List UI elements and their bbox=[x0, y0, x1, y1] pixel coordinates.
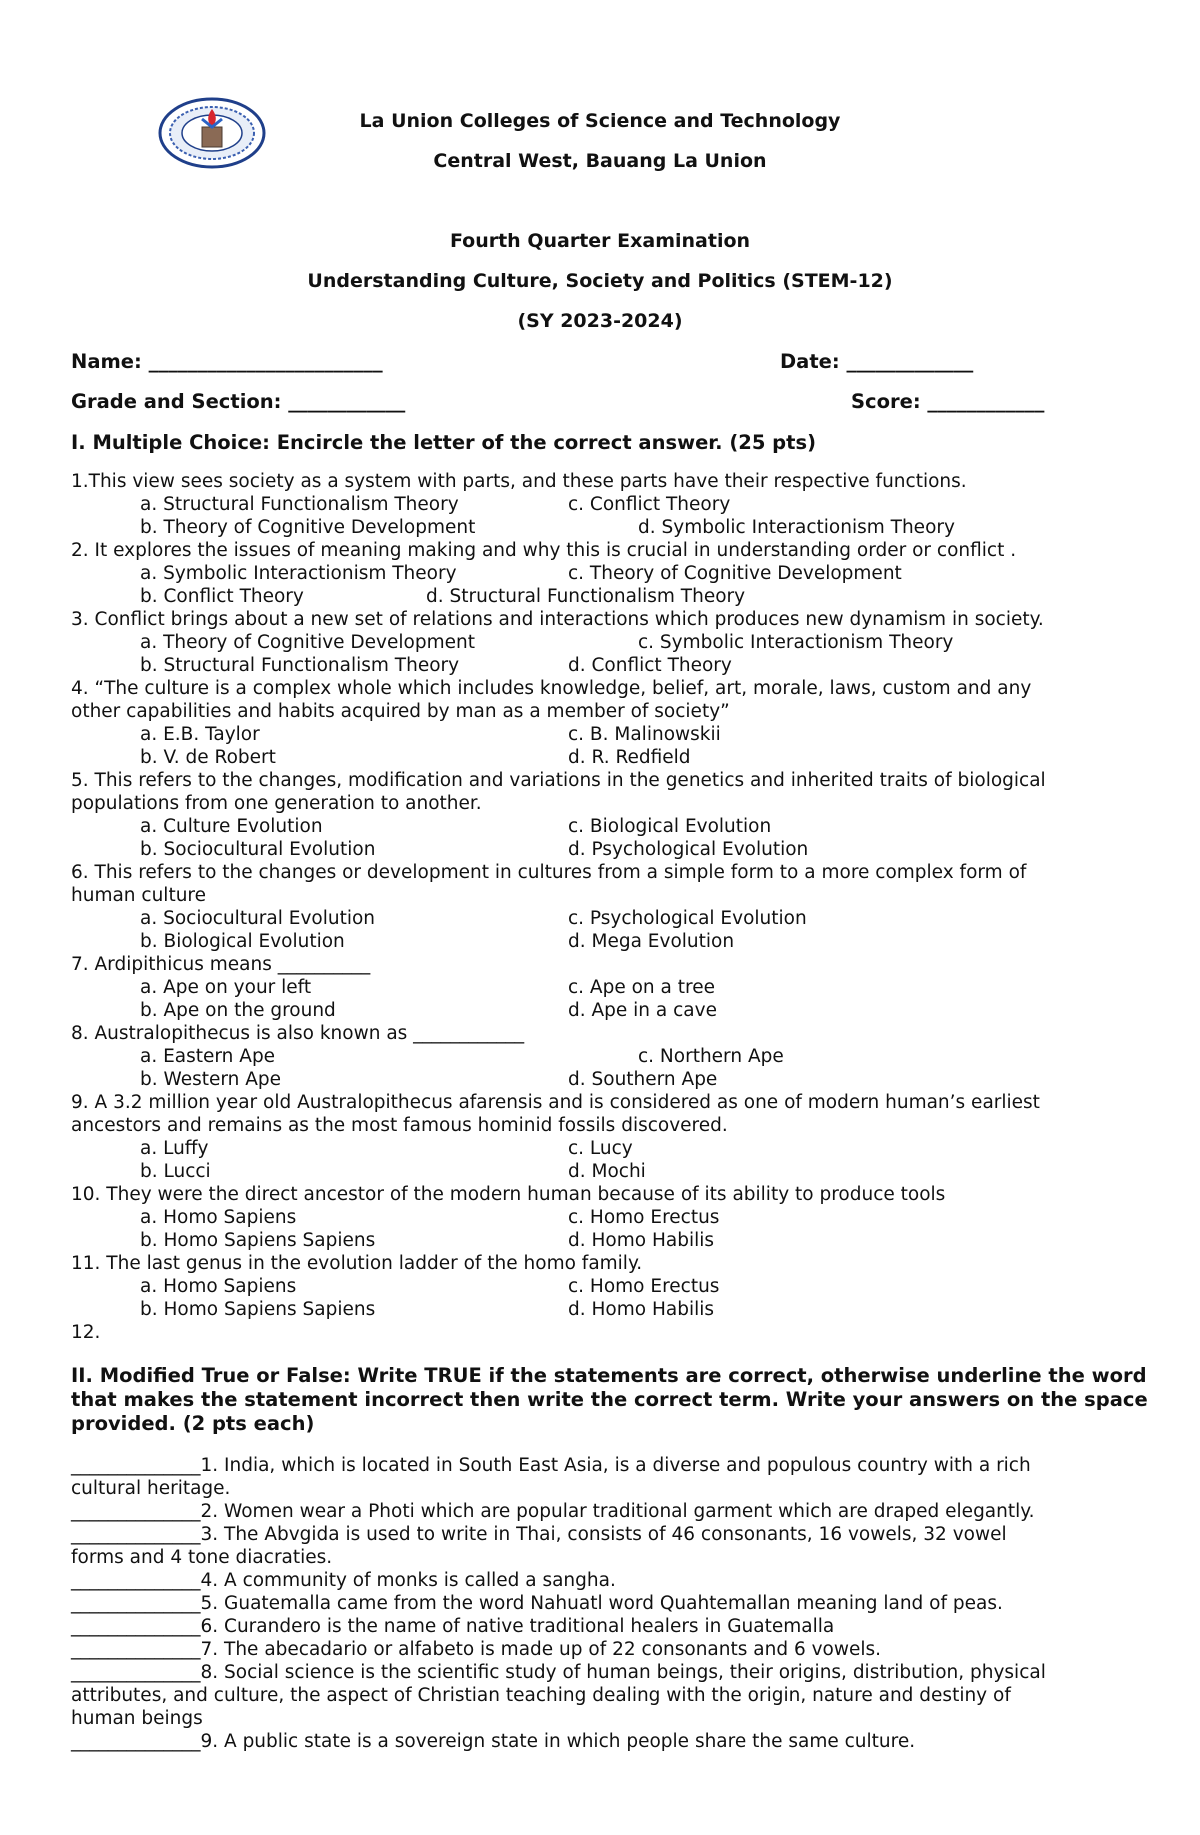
choice[interactable]: d. Southern Ape bbox=[568, 1069, 718, 1090]
choice[interactable]: b. Ape on the ground bbox=[140, 1000, 336, 1021]
question-7: 7. Ardipithicus means __________ bbox=[71, 954, 371, 975]
choice[interactable]: d. Structural Functionalism Theory bbox=[426, 586, 746, 607]
question-8: 8. Australopithecus is also known as ____________ bbox=[71, 1023, 525, 1044]
choice[interactable]: a. Culture Evolution bbox=[140, 816, 323, 837]
choice[interactable]: d. Mega Evolution bbox=[568, 931, 735, 952]
tf-item-5[interactable]: ______________5. Guatemalla came from the word Nahuatl word Quahtemallan meaning land of peas. bbox=[71, 1593, 1003, 1614]
question-5: 5. This refers to the changes, modification and variations in the genetics and inherited traits of biological bbox=[71, 770, 1046, 791]
tf-item-1[interactable]: ______________1. India, which is located in South East Asia, is a diverse and populous country with a rich bbox=[71, 1455, 1031, 1476]
question-12: 12. bbox=[71, 1322, 101, 1343]
choice[interactable]: b. Sociocultural Evolution bbox=[140, 839, 376, 860]
choice[interactable]: b. Western Ape bbox=[140, 1069, 282, 1090]
question-9-cont: ancestors and remains as the most famous hominid fossils discovered. bbox=[71, 1115, 728, 1136]
choice[interactable]: c. Homo Erectus bbox=[568, 1207, 720, 1228]
choice[interactable]: a. Sociocultural Evolution bbox=[140, 908, 376, 929]
choice[interactable]: d. R. Redfield bbox=[568, 747, 691, 768]
school-name: La Union Colleges of Science and Technology bbox=[359, 110, 841, 132]
choice[interactable]: b. Biological Evolution bbox=[140, 931, 345, 952]
choice[interactable]: d. Homo Habilis bbox=[568, 1230, 715, 1251]
question-6-cont: human culture bbox=[71, 885, 207, 906]
question-11: 11. The last genus in the evolution ladder of the homo family. bbox=[71, 1253, 643, 1274]
choice[interactable]: c. Lucy bbox=[568, 1138, 633, 1159]
choice[interactable]: b. Homo Sapiens Sapiens bbox=[140, 1299, 376, 1320]
choice[interactable]: c. Homo Erectus bbox=[568, 1276, 720, 1297]
question-3: 3. Conflict brings about a new set of relations and interactions which produces new dynamism in society. bbox=[71, 609, 1044, 630]
tf-item-4[interactable]: ______________4. A community of monks is called a sangha. bbox=[71, 1570, 616, 1591]
choice[interactable]: b. Conflict Theory bbox=[140, 586, 304, 607]
choice[interactable]: a. E.B. Taylor bbox=[140, 724, 260, 745]
school-address: Central West, Bauang La Union bbox=[433, 150, 767, 172]
question-6: 6. This refers to the changes or development in cultures from a simple form to a more complex form of bbox=[71, 862, 1027, 883]
tf-item-9[interactable]: ______________9. A public state is a sovereign state in which people share the same culture. bbox=[71, 1731, 916, 1752]
tf-item-8[interactable]: ______________8. Social science is the scientific study of human beings, their origins, distribution, physical bbox=[71, 1662, 1046, 1683]
choice[interactable]: c. Biological Evolution bbox=[568, 816, 772, 837]
score-field[interactable]: Score: ____________ bbox=[851, 390, 1045, 413]
grade-section-field[interactable]: Grade and Section: ____________ bbox=[71, 390, 406, 413]
name-field[interactable]: Name: ________________________ bbox=[71, 350, 383, 373]
tf-item-2[interactable]: ______________2. Women wear a Photi which are popular traditional garment which are draped elegantly. bbox=[71, 1501, 1035, 1522]
choice[interactable]: d. Symbolic Interactionism Theory bbox=[638, 517, 955, 538]
choice[interactable]: a. Homo Sapiens bbox=[140, 1207, 297, 1228]
subject-title: Understanding Culture, Society and Politics (STEM-12) bbox=[307, 270, 893, 292]
choice[interactable]: c. Northern Ape bbox=[638, 1046, 784, 1067]
question-1: 1.This view sees society as a system with parts, and these parts have their respective functions. bbox=[71, 471, 967, 492]
tf-item-6[interactable]: ______________6. Curandero is the name of native traditional healers in Guatemalla bbox=[71, 1616, 835, 1637]
choice[interactable]: d. Conflict Theory bbox=[568, 655, 732, 676]
choice[interactable]: b. Lucci bbox=[140, 1161, 211, 1182]
question-4-cont: other capabilities and habits acquired by man as a member of society” bbox=[71, 701, 730, 722]
question-2: 2. It explores the issues of meaning making and why this is crucial in understanding order or conflict . bbox=[71, 540, 1017, 561]
tf-item-8-cont: human beings bbox=[71, 1708, 203, 1729]
question-4: 4. “The culture is a complex whole which includes knowledge, belief, art, morale, laws, custom and any bbox=[71, 678, 1032, 699]
choice[interactable]: a. Luffy bbox=[140, 1138, 209, 1159]
part2-title: II. Modified True or False: Write TRUE if the statements are correct, otherwise underline the word that makes the statement incorrect then write the correct term. Write your answers on the space provided. (2 pts each) bbox=[71, 1364, 1148, 1435]
choice[interactable]: c. Psychological Evolution bbox=[568, 908, 807, 929]
choice[interactable]: a. Ape on your left bbox=[140, 977, 312, 998]
tf-item-1-cont: cultural heritage. bbox=[71, 1478, 231, 1499]
choice[interactable]: b. V. de Robert bbox=[140, 747, 276, 768]
choice[interactable]: d. Homo Habilis bbox=[568, 1299, 715, 1320]
part1-title: I. Multiple Choice: Encircle the letter of the correct answer. (25 pts) bbox=[71, 431, 816, 454]
choice[interactable]: c. Conflict Theory bbox=[568, 494, 731, 515]
choice[interactable]: c. Ape on a tree bbox=[568, 977, 715, 998]
choice[interactable]: c. Symbolic Interactionism Theory bbox=[638, 632, 954, 653]
choice[interactable]: d. Mochi bbox=[568, 1161, 646, 1182]
choice[interactable]: a. Eastern Ape bbox=[140, 1046, 276, 1067]
question-5-cont: populations from one generation to another. bbox=[71, 793, 482, 814]
question-10: 10. They were the direct ancestor of the modern human because of its ability to produce tools bbox=[71, 1184, 946, 1205]
tf-item-3-cont: forms and 4 tone diacraties. bbox=[71, 1547, 333, 1568]
choice[interactable]: c. B. Malinowskii bbox=[568, 724, 721, 745]
choice[interactable]: c. Theory of Cognitive Development bbox=[568, 563, 902, 584]
date-field[interactable]: Date: _____________ bbox=[780, 350, 974, 373]
tf-item-8-cont: attributes, and culture, the aspect of Christian teaching dealing with the origin, nature and destiny of bbox=[71, 1685, 1011, 1706]
choice[interactable]: d. Psychological Evolution bbox=[568, 839, 809, 860]
choice[interactable]: a. Theory of Cognitive Development bbox=[140, 632, 475, 653]
choice[interactable]: a. Structural Functionalism Theory bbox=[140, 494, 459, 515]
question-9: 9. A 3.2 million year old Australopithecus afarensis and is considered as one of modern human’s earliest bbox=[71, 1092, 1040, 1113]
choice[interactable]: b. Theory of Cognitive Development bbox=[140, 517, 476, 538]
tf-item-7[interactable]: ______________7. The abecadario or alfabeto is made up of 22 consonants and 6 vowels. bbox=[71, 1639, 882, 1660]
choice[interactable]: d. Ape in a cave bbox=[568, 1000, 717, 1021]
choice[interactable]: b. Homo Sapiens Sapiens bbox=[140, 1230, 376, 1251]
choice[interactable]: a. Symbolic Interactionism Theory bbox=[140, 563, 457, 584]
choice[interactable]: a. Homo Sapiens bbox=[140, 1276, 297, 1297]
tf-item-3[interactable]: ______________3. The Abvgida is used to write in Thai, consists of 46 consonants, 16 vowels, 32 vowel bbox=[71, 1524, 1007, 1545]
exam-title: Fourth Quarter Examination bbox=[449, 230, 751, 252]
school-year: (SY 2023-2024) bbox=[517, 310, 683, 332]
choice[interactable]: b. Structural Functionalism Theory bbox=[140, 655, 460, 676]
